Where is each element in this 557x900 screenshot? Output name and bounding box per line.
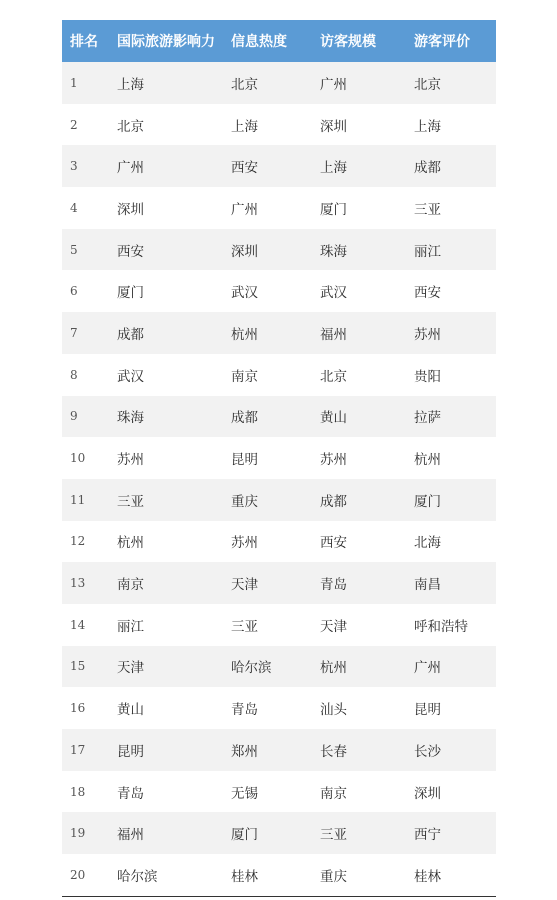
visitor-scale-cell: 珠海	[312, 229, 406, 271]
international-influence-cell: 昆明	[109, 729, 223, 771]
tourist-rating-cell: 长沙	[406, 729, 496, 771]
table-row	[62, 104, 496, 146]
tourist-rating-cell: 北海	[406, 521, 496, 563]
rank-cell: 10	[62, 437, 109, 479]
rank-cell: 14	[62, 604, 109, 646]
rank-cell: 17	[62, 729, 109, 771]
information-heat-cell: 北京	[223, 62, 312, 104]
table-row	[62, 521, 496, 563]
visitor-scale-cell: 上海	[312, 145, 406, 187]
rank-cell: 20	[62, 854, 109, 896]
table-row	[62, 687, 496, 729]
international-influence-cell: 深圳	[109, 187, 223, 229]
tourist-rating-cell: 丽江	[406, 229, 496, 271]
international-influence-cell: 青岛	[109, 771, 223, 813]
visitor-scale-cell: 长春	[312, 729, 406, 771]
tourist-rating-cell: 北京	[406, 62, 496, 104]
rank-cell: 18	[62, 771, 109, 813]
tourist-rating-cell: 上海	[406, 104, 496, 146]
city-ranking-table	[62, 20, 496, 897]
table-row	[62, 479, 496, 521]
table-row	[62, 771, 496, 813]
table-row	[62, 562, 496, 604]
tourist-rating-cell: 苏州	[406, 312, 496, 354]
rank-cell: 16	[62, 687, 109, 729]
table-row	[62, 396, 496, 438]
international-influence-cell: 杭州	[109, 521, 223, 563]
rank-cell: 19	[62, 812, 109, 854]
information-heat-cell: 深圳	[223, 229, 312, 271]
header-visitor-scale: 访客规模	[312, 20, 406, 62]
visitor-scale-cell: 广州	[312, 62, 406, 104]
rank-cell: 11	[62, 479, 109, 521]
information-heat-cell: 桂林	[223, 854, 312, 896]
rank-cell: 13	[62, 562, 109, 604]
international-influence-cell: 苏州	[109, 437, 223, 479]
rank-cell: 2	[62, 104, 109, 146]
international-influence-cell: 成都	[109, 312, 223, 354]
information-heat-cell: 无锡	[223, 771, 312, 813]
information-heat-cell: 成都	[223, 396, 312, 438]
table-row	[62, 646, 496, 688]
table-row	[62, 854, 496, 896]
tourist-rating-cell: 三亚	[406, 187, 496, 229]
rank-cell: 12	[62, 521, 109, 563]
visitor-scale-cell: 杭州	[312, 646, 406, 688]
international-influence-cell: 上海	[109, 62, 223, 104]
table-row	[62, 729, 496, 771]
table-row	[62, 354, 496, 396]
header-international-influence: 国际旅游影响力	[109, 20, 223, 62]
visitor-scale-cell: 三亚	[312, 812, 406, 854]
international-influence-cell: 厦门	[109, 270, 223, 312]
tourist-rating-cell: 桂林	[406, 854, 496, 896]
rank-cell: 9	[62, 396, 109, 438]
visitor-scale-cell: 汕头	[312, 687, 406, 729]
rank-cell: 5	[62, 229, 109, 271]
visitor-scale-cell: 苏州	[312, 437, 406, 479]
international-influence-cell: 北京	[109, 104, 223, 146]
visitor-scale-cell: 天津	[312, 604, 406, 646]
information-heat-cell: 上海	[223, 104, 312, 146]
information-heat-cell: 三亚	[223, 604, 312, 646]
table-row	[62, 604, 496, 646]
information-heat-cell: 重庆	[223, 479, 312, 521]
visitor-scale-cell: 西安	[312, 521, 406, 563]
table-row	[62, 812, 496, 854]
visitor-scale-cell: 深圳	[312, 104, 406, 146]
tourist-rating-cell: 西宁	[406, 812, 496, 854]
international-influence-cell: 天津	[109, 646, 223, 688]
information-heat-cell: 青岛	[223, 687, 312, 729]
international-influence-cell: 广州	[109, 145, 223, 187]
tourist-rating-cell: 深圳	[406, 771, 496, 813]
rank-cell: 7	[62, 312, 109, 354]
information-heat-cell: 武汉	[223, 270, 312, 312]
visitor-scale-cell: 成都	[312, 479, 406, 521]
table-row	[62, 437, 496, 479]
header-information-heat: 信息热度	[223, 20, 312, 62]
international-influence-cell: 三亚	[109, 479, 223, 521]
table-row	[62, 145, 496, 187]
tourist-rating-cell: 西安	[406, 270, 496, 312]
table-row	[62, 187, 496, 229]
rank-cell: 8	[62, 354, 109, 396]
table-header	[62, 20, 496, 62]
tourist-rating-cell: 成都	[406, 145, 496, 187]
header-tourist-rating: 游客评价	[406, 20, 496, 62]
visitor-scale-cell: 黄山	[312, 396, 406, 438]
tourist-rating-cell: 昆明	[406, 687, 496, 729]
visitor-scale-cell: 青岛	[312, 562, 406, 604]
visitor-scale-cell: 南京	[312, 771, 406, 813]
tourist-rating-cell: 呼和浩特	[406, 604, 496, 646]
information-heat-cell: 杭州	[223, 312, 312, 354]
information-heat-cell: 南京	[223, 354, 312, 396]
tourist-rating-cell: 杭州	[406, 437, 496, 479]
tourist-rating-cell: 拉萨	[406, 396, 496, 438]
international-influence-cell: 丽江	[109, 604, 223, 646]
visitor-scale-cell: 北京	[312, 354, 406, 396]
information-heat-cell: 广州	[223, 187, 312, 229]
information-heat-cell: 苏州	[223, 521, 312, 563]
tourist-rating-cell: 广州	[406, 646, 496, 688]
international-influence-cell: 武汉	[109, 354, 223, 396]
header-row	[62, 20, 496, 62]
international-influence-cell: 珠海	[109, 396, 223, 438]
table-row	[62, 62, 496, 104]
information-heat-cell: 哈尔滨	[223, 646, 312, 688]
rank-cell: 15	[62, 646, 109, 688]
table-row	[62, 229, 496, 271]
table-row	[62, 312, 496, 354]
rank-cell: 6	[62, 270, 109, 312]
rank-cell: 3	[62, 145, 109, 187]
rank-cell: 1	[62, 62, 109, 104]
international-influence-cell: 哈尔滨	[109, 854, 223, 896]
visitor-scale-cell: 福州	[312, 312, 406, 354]
information-heat-cell: 西安	[223, 145, 312, 187]
visitor-scale-cell: 重庆	[312, 854, 406, 896]
table-row	[62, 270, 496, 312]
international-influence-cell: 南京	[109, 562, 223, 604]
international-influence-cell: 西安	[109, 229, 223, 271]
information-heat-cell: 天津	[223, 562, 312, 604]
information-heat-cell: 厦门	[223, 812, 312, 854]
international-influence-cell: 福州	[109, 812, 223, 854]
visitor-scale-cell: 武汉	[312, 270, 406, 312]
table-body	[62, 62, 496, 896]
visitor-scale-cell: 厦门	[312, 187, 406, 229]
header-rank: 排名	[62, 20, 109, 62]
information-heat-cell: 郑州	[223, 729, 312, 771]
tourist-rating-cell: 南昌	[406, 562, 496, 604]
information-heat-cell: 昆明	[223, 437, 312, 479]
rank-cell: 4	[62, 187, 109, 229]
tourist-rating-cell: 贵阳	[406, 354, 496, 396]
international-influence-cell: 黄山	[109, 687, 223, 729]
tourist-rating-cell: 厦门	[406, 479, 496, 521]
